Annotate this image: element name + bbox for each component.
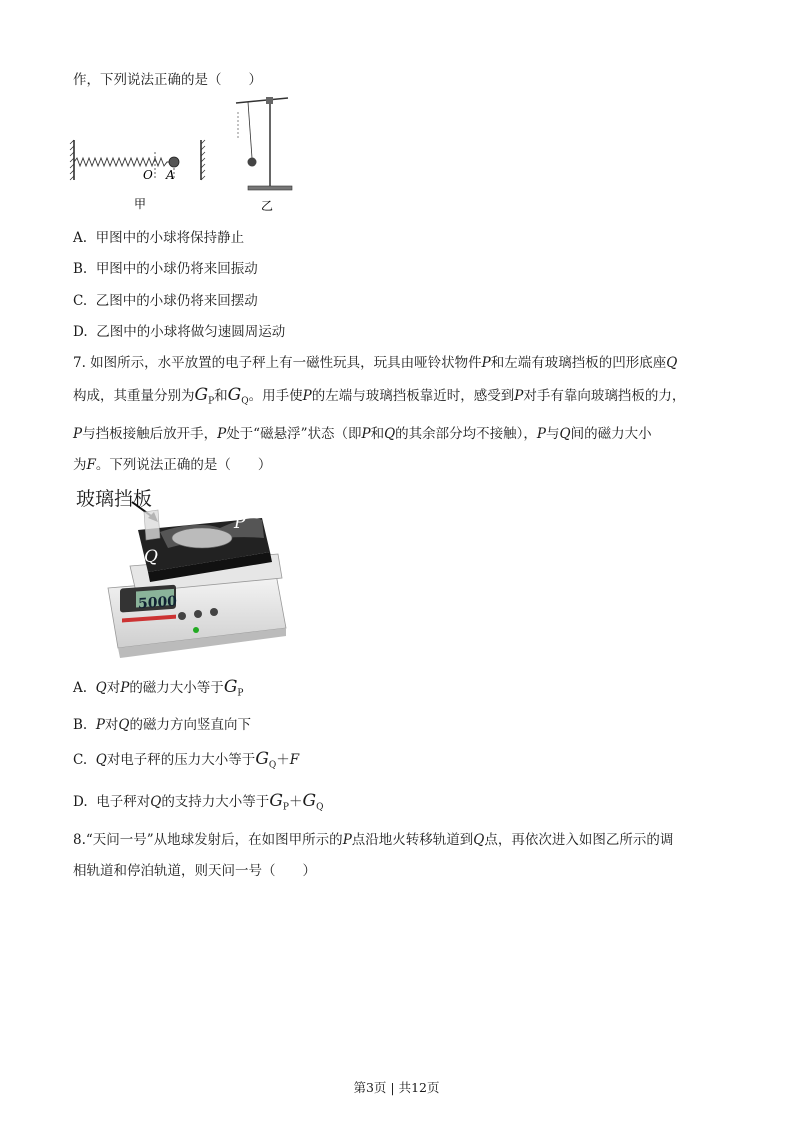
q7-option-c: C. Q对电子秤的压力大小等于$G_Q+F$ (73, 749, 300, 771)
q8-line-2: 相轨道和停泊轨道，则天问一号（ ） (73, 863, 316, 879)
figure-yi-label: 乙 (261, 199, 274, 213)
scale-display: 5000 (138, 593, 177, 613)
figure-yi-pendulum (228, 90, 298, 214)
figure-jia-label: 甲 (134, 197, 147, 211)
figure-electronic-scale (100, 498, 290, 660)
q7-line-4: 为F。下列说法正确的是（ ） (73, 457, 272, 473)
glass-plate-label: 玻璃挡板 (76, 488, 153, 510)
q7-option-a: A. Q对P的磁力大小等于$G_P$ (73, 677, 244, 699)
q7-option-b: B. P对Q的磁力方向竖直向下 (73, 717, 251, 733)
q7-option-d: D. 电子秤对Q的支持力大小等于$G_P+G_Q$ (73, 791, 324, 813)
toy-label-q: Q (144, 547, 158, 567)
q7-line-3: P与挡板接触后放开手，P处于“磁悬浮”状态（即P和Q的其余部分均不接触），P与Q间的磁力大小 (73, 426, 652, 442)
q6-option-a: A. 甲图中的小球将保持静止 (73, 230, 245, 246)
figure-jia-spring (68, 136, 218, 214)
q6-option-c: C. 乙图中的小球仍将来回摆动 (73, 293, 258, 309)
page-footer: 第3页 | 共12页 (353, 1080, 440, 1095)
q8-line-1: 8.“天问一号”从地球发射后，在如图甲所示的P点沿地火转移轨道到Q点，再依次进入如图乙所示的调 (73, 832, 674, 848)
q7-line-2: 构成，其重量分别为$G_P$和$G_Q$。用手使P的左端与玻璃挡板靠近时，感受到P对手有靠向玻璃挡板的力， (73, 385, 686, 407)
toy-label-p: P (234, 513, 246, 533)
q6-option-b: B. 甲图中的小球仍将来回振动 (73, 261, 258, 277)
label-o: O (143, 168, 153, 182)
q7-line-1: 7. 如图所示，水平放置的电子秤上有一磁性玩具，玩具由哑铃状物件P和左端有玻璃挡板的凹形底座Q (73, 355, 678, 371)
q6-intro-tail: 作，下列说法正确的是（ ） (73, 72, 262, 88)
label-a: A (166, 168, 175, 182)
q6-option-d: D. 乙图中的小球将做匀速圆周运动 (73, 324, 286, 340)
